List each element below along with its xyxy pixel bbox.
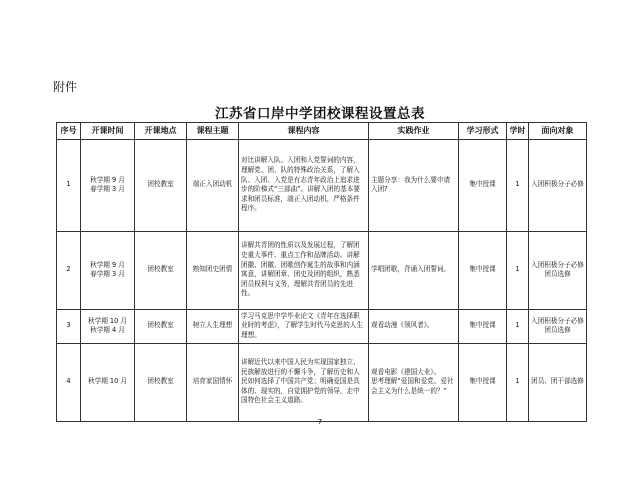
cell-place: 团校教室 (135, 231, 187, 309)
cell-no: 2 (57, 231, 81, 309)
cell-form: 集中授课 (459, 343, 507, 421)
table-row (57, 139, 587, 231)
cell-time (81, 139, 135, 231)
cell-form: 集中授课 (459, 231, 507, 309)
header-form: 学习形式 (459, 123, 507, 140)
cell-audience: 入团积极分子必修 (529, 139, 587, 231)
cell-practice: 主题分享：我为什么要申请入团? (369, 139, 459, 231)
table-row (57, 231, 587, 309)
cell-practice: 观看动漫《领风者》。 (369, 309, 459, 343)
cell-topic: 端正入团动机 (187, 139, 239, 231)
cell-hours: 1 (507, 309, 529, 343)
practice-text: 观看电影《建国大业》。 思考理解“爱国和爱党、爱社会主义为什么是统一的？” (371, 367, 454, 395)
cell-topic: 树立人生理想 (187, 309, 239, 343)
header-hours: 学时 (507, 123, 529, 140)
header-topic: 课程主题 (187, 123, 239, 140)
header-audience: 面向对象 (529, 123, 587, 140)
time-text: 秋学期 9 月 春学期 3 月 (90, 260, 125, 279)
cell-hours: 1 (507, 231, 529, 309)
cell-form: 集中授课 (459, 139, 507, 231)
cell-hours: 1 (507, 343, 529, 421)
header-content: 课程内容 (239, 123, 369, 140)
time-text: 秋学期 10 月 (88, 377, 127, 386)
header-time: 开课时间 (81, 123, 135, 140)
cell-content: 讲解共青团的性质以及发展过程，了解团史重大事件、重点工作和品牌活动。讲解团徽、团徽、团歌创作诞生的故事和内涵寓意，讲解团章、团史及团的组织，熟悉团员权利与义务，理解共青团员的先进性。 (239, 231, 369, 309)
attachment-label: 附件 (53, 80, 78, 94)
header-no: 序号 (57, 123, 81, 140)
cell-place: 团校教室 (135, 139, 187, 231)
cell-no: 4 (57, 343, 81, 421)
cell-practice: 学唱团歌，背诵入团誓词。 (369, 231, 459, 309)
cell-audience: 入团积极分子必修团员选修 (529, 309, 587, 343)
document-title: 江苏省口岸中学团校课程设置总表 (215, 106, 425, 122)
table-row (57, 309, 587, 343)
cell-topic: 熟知团史团情 (187, 231, 239, 309)
cell-place: 团校教室 (135, 343, 187, 421)
time-text: 秋学期 9 月 春学期 3 月 (90, 175, 125, 194)
cell-time (81, 231, 135, 309)
cell-place: 团校教室 (135, 309, 187, 343)
header-place: 开课地点 (135, 123, 187, 140)
cell-audience: 团员、团干部选修 (529, 343, 587, 421)
header-practice: 实践作业 (369, 123, 459, 140)
cell-content: 讲解近代以来中国人民为实现国家独立、民族解放进行的不懈斗争，了解历史和人民如何选择了中国共产党；明确爱国是具体的、现实的，自觉拥护党的领导，走中国特色社会主义道路。 (239, 343, 369, 421)
cell-no: 1 (57, 139, 81, 231)
page-number: 7 (317, 418, 323, 426)
cell-content: 对比讲解入队、入团和入党誓词的内容，理解党、团、队的特殊政治关系，了解入队、入团、入党是有志青年政治上追求进步的阶梯式“三部曲”。讲解入团的基本要求和团员标准，端正入团动机，严格条件程序。 (239, 139, 369, 231)
time-text: 秋学期 10 月 秋学期 4 月 (88, 316, 127, 335)
table-header-row (57, 123, 587, 140)
cell-form: 集中授课 (459, 309, 507, 343)
cell-topic: 培育家国情怀 (187, 343, 239, 421)
cell-no: 3 (57, 309, 81, 343)
cell-content: 学习马克思中学毕业论文《青年在选择职业时的考虑》，了解学生时代马克思的人生理想。 (239, 309, 369, 343)
cell-hours: 1 (507, 139, 529, 231)
cell-practice (369, 343, 459, 421)
table-row (57, 343, 587, 421)
cell-time (81, 309, 135, 343)
course-table (56, 122, 587, 422)
cell-time (81, 343, 135, 421)
cell-audience: 入团积极分子必修团员选修 (529, 231, 587, 309)
